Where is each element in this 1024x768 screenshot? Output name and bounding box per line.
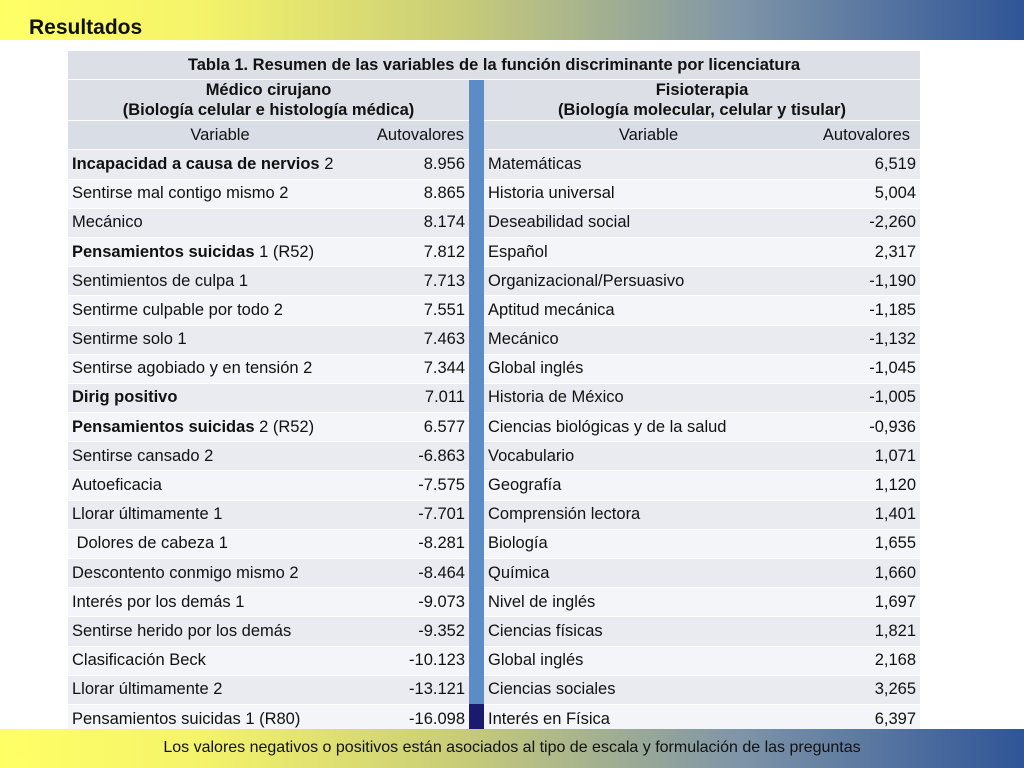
right-variable-cell: Mecánico: [484, 325, 813, 354]
left-group-header: [68, 80, 469, 121]
table-row: [68, 646, 920, 675]
left-autovalores-header: Autovalores: [372, 121, 469, 150]
table-row: [68, 675, 920, 704]
left-variable-cell: [68, 150, 372, 179]
column-separator: [469, 325, 484, 354]
right-autovalor-cell: 6,397: [813, 704, 920, 733]
left-variable-cell: [68, 413, 372, 442]
right-autovalores-header: Autovalores: [813, 121, 920, 150]
left-variable-text: Mecánico: [72, 213, 143, 232]
column-separator: [469, 267, 484, 296]
slide-title: Resultados: [29, 16, 143, 39]
left-variable-text: Descontento conmigo mismo 2: [72, 563, 299, 582]
right-variable-cell: Deseabilidad social: [484, 208, 813, 237]
left-autovalor-cell: 7.713: [372, 267, 469, 296]
column-separator: [469, 121, 484, 150]
column-separator: [469, 296, 484, 325]
right-autovalor-cell: 1,655: [813, 529, 920, 558]
left-autovalor-cell: -8.281: [372, 529, 469, 558]
table-row: [68, 354, 920, 383]
column-separator: [469, 237, 484, 266]
left-autovalor-cell: 8.956: [372, 150, 469, 179]
left-variable-text: Sentirse cansado 2: [72, 446, 214, 465]
column-separator: [469, 383, 484, 412]
right-autovalor-cell: 3,265: [813, 675, 920, 704]
column-separator: [469, 442, 484, 471]
left-variable-text: Sentirse mal contigo mismo 2: [72, 184, 289, 203]
left-variable-text: Sentirme culpable por todo 2: [72, 300, 283, 319]
table-row: [68, 150, 920, 179]
column-separator: [469, 646, 484, 675]
column-separator: [469, 617, 484, 646]
left-autovalor-cell: -13.121: [372, 675, 469, 704]
left-variable-cell: [68, 267, 372, 296]
table-row: [68, 442, 920, 471]
right-autovalor-cell: 2,168: [813, 646, 920, 675]
left-variable-cell: [68, 179, 372, 208]
right-variable-cell: Global inglés: [484, 646, 813, 675]
column-separator: [469, 675, 484, 704]
table-row: [68, 529, 920, 558]
right-autovalor-cell: -1,190: [813, 267, 920, 296]
column-separator: [469, 559, 484, 588]
group-header-row: [68, 80, 920, 121]
left-variable-text: 2: [319, 154, 334, 173]
column-separator: [469, 588, 484, 617]
left-autovalor-cell: 8.865: [372, 179, 469, 208]
left-variable-bold: Dirig positivo: [72, 388, 178, 407]
left-autovalor-cell: 7.812: [372, 237, 469, 266]
left-autovalor-cell: 7.551: [372, 296, 469, 325]
left-variable-text: Interés por los demás 1: [72, 592, 245, 611]
table-row: [68, 267, 920, 296]
left-autovalor-cell: -7.575: [372, 471, 469, 500]
column-header-row: [68, 121, 920, 150]
left-autovalor-cell: -6.863: [372, 442, 469, 471]
right-group-subtitle: (Biología molecular, celular y tisular): [558, 101, 846, 120]
left-variable-cell: [68, 237, 372, 266]
column-separator: [469, 354, 484, 383]
column-separator: [469, 529, 484, 558]
left-autovalor-cell: 6.577: [372, 413, 469, 442]
left-variable-text: Sentimientos de culpa 1: [72, 271, 249, 290]
right-autovalor-cell: 1,660: [813, 559, 920, 588]
table-row: [68, 383, 920, 412]
right-autovalor-cell: 1,071: [813, 442, 920, 471]
header-bar: [0, 0, 1024, 40]
left-variable-text: Clasificación Beck: [72, 651, 206, 670]
left-variable-text: Dolores de cabeza 1: [72, 534, 228, 553]
discriminant-table: [68, 51, 920, 734]
right-autovalor-cell: -1,045: [813, 354, 920, 383]
right-variable-cell: Nivel de inglés: [484, 588, 813, 617]
table-row: [68, 500, 920, 529]
left-autovalor-cell: 7.463: [372, 325, 469, 354]
right-group-header: [484, 80, 920, 121]
left-variable-bold: Incapacidad a causa de nervios: [72, 154, 320, 173]
left-variable-text: Autoeficacia: [72, 476, 162, 495]
left-autovalor-cell: -9.073: [372, 588, 469, 617]
left-variable-cell: [68, 471, 372, 500]
left-variable-bold: Pensamientos suicidas: [72, 242, 255, 261]
right-variable-cell: Ciencias sociales: [484, 675, 813, 704]
right-variable-cell: Organizacional/Persuasivo: [484, 267, 813, 296]
right-variable-cell: Aptitud mecánica: [484, 296, 813, 325]
table-row: [68, 296, 920, 325]
right-autovalor-cell: -2,260: [813, 208, 920, 237]
left-autovalor-cell: -9.352: [372, 617, 469, 646]
column-separator: [469, 500, 484, 529]
footer-note: Los valores negativos o positivos están asociados al tipo de escala y formulación de las preguntas: [163, 739, 861, 756]
column-separator: [469, 80, 484, 121]
left-variable-cell: [68, 500, 372, 529]
table-row: [68, 325, 920, 354]
column-separator: [469, 150, 484, 179]
table-row: [68, 617, 920, 646]
right-autovalor-cell: -0,936: [813, 413, 920, 442]
left-variable-text: 2 (R52): [254, 417, 315, 436]
left-autovalor-cell: -16.098: [372, 704, 469, 733]
left-autovalor-cell: 7.344: [372, 354, 469, 383]
left-variable-text: Pensamientos suicidas 1 (R80): [72, 709, 301, 728]
left-variable-cell: [68, 354, 372, 383]
right-variable-cell: Español: [484, 237, 813, 266]
right-autovalor-cell: 1,401: [813, 500, 920, 529]
left-variable-cell: [68, 383, 372, 412]
left-autovalor-cell: -10.123: [372, 646, 469, 675]
table-row: [68, 237, 920, 266]
table-row: [68, 559, 920, 588]
right-autovalor-cell: 1,821: [813, 617, 920, 646]
left-variable-text: Llorar últimamente 2: [72, 680, 223, 699]
right-autovalor-cell: -1,185: [813, 296, 920, 325]
right-variable-cell: Historia de México: [484, 383, 813, 412]
left-variable-text: Sentirse agobiado y en tensión 2: [72, 359, 313, 378]
column-separator: [469, 413, 484, 442]
column-separator: [469, 179, 484, 208]
left-group-name: Médico cirujano: [205, 81, 332, 100]
left-variable-cell: [68, 442, 372, 471]
right-variable-cell: Química: [484, 559, 813, 588]
left-variable-header: Variable: [68, 121, 372, 150]
right-autovalor-cell: -1,132: [813, 325, 920, 354]
right-autovalor-cell: 1,120: [813, 471, 920, 500]
right-variable-cell: Ciencias físicas: [484, 617, 813, 646]
right-variable-header: Variable: [484, 121, 813, 150]
right-variable-cell: Historia universal: [484, 179, 813, 208]
table-row: [68, 588, 920, 617]
left-autovalor-cell: 7.011: [372, 383, 469, 412]
left-variable-cell: [68, 588, 372, 617]
left-autovalor-cell: 8.174: [372, 208, 469, 237]
right-autovalor-cell: -1,005: [813, 383, 920, 412]
left-variable-cell: [68, 646, 372, 675]
column-separator: [469, 208, 484, 237]
right-autovalor-cell: 6,519: [813, 150, 920, 179]
left-variable-text: Llorar últimamente 1: [72, 505, 223, 524]
table-row: [68, 179, 920, 208]
right-variable-cell: Geografía: [484, 471, 813, 500]
left-variable-cell: [68, 675, 372, 704]
right-variable-cell: Vocabulario: [484, 442, 813, 471]
table-row: [68, 208, 920, 237]
left-variable-cell: [68, 559, 372, 588]
left-variable-cell: [68, 529, 372, 558]
left-autovalor-cell: -8.464: [372, 559, 469, 588]
left-variable-text: 1 (R52): [254, 242, 315, 261]
left-variable-cell: [68, 325, 372, 354]
right-autovalor-cell: 2,317: [813, 237, 920, 266]
table-caption: Tabla 1. Resumen de las variables de la función discriminante por licenciatura: [68, 51, 920, 80]
table-caption-row: [68, 51, 920, 80]
left-variable-cell: [68, 296, 372, 325]
right-variable-cell: Comprensión lectora: [484, 500, 813, 529]
column-separator: [469, 471, 484, 500]
right-variable-cell: Biología: [484, 529, 813, 558]
left-group-subtitle: (Biología celular e histología médica): [122, 101, 415, 120]
right-autovalor-cell: 5,004: [813, 179, 920, 208]
right-group-name: Fisioterapia: [655, 81, 749, 100]
right-variable-cell: Interés en Física: [484, 704, 813, 733]
left-variable-cell: [68, 617, 372, 646]
left-variable-bold: Pensamientos suicidas: [72, 417, 255, 436]
table-row: [68, 471, 920, 500]
left-variable-text: Sentirse herido por los demás: [72, 621, 292, 640]
left-variable-text: Sentirme solo 1: [72, 330, 187, 349]
right-autovalor-cell: 1,697: [813, 588, 920, 617]
left-variable-cell: [68, 208, 372, 237]
right-variable-cell: Global inglés: [484, 354, 813, 383]
left-autovalor-cell: -7.701: [372, 500, 469, 529]
right-variable-cell: Matemáticas: [484, 150, 813, 179]
table-row: [68, 413, 920, 442]
right-variable-cell: Ciencias biológicas y de la salud: [484, 413, 813, 442]
